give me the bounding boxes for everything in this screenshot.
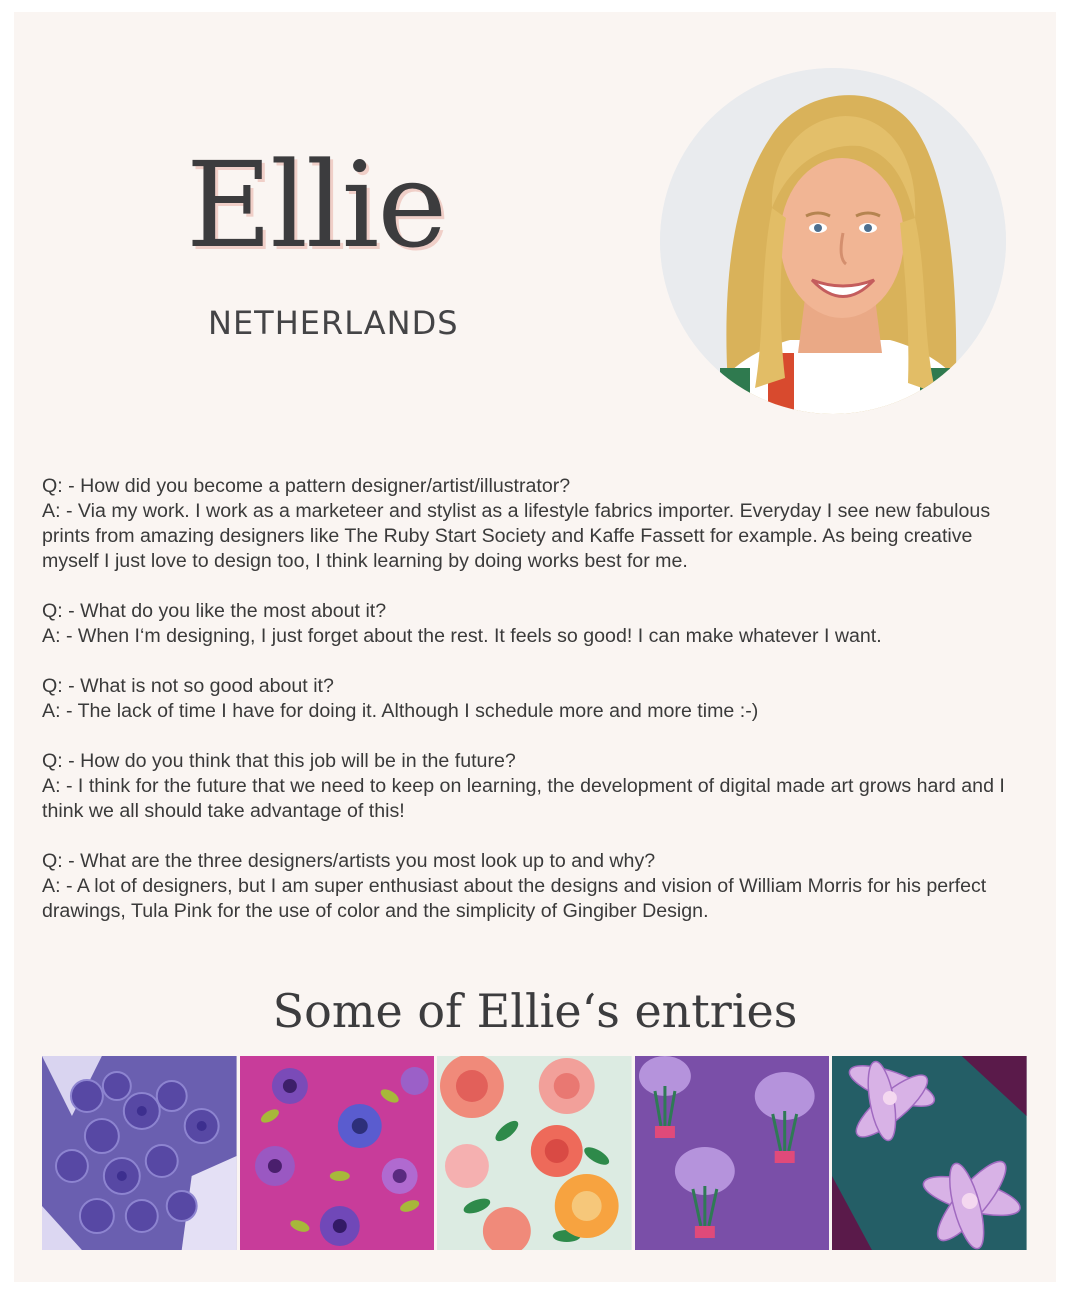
lily-pattern-tile xyxy=(832,1056,1027,1250)
interview-qa xyxy=(42,474,1032,949)
question-text: Q: - How did you become a pattern designer/artist/illustrator? xyxy=(42,475,571,497)
answer-text: A: - I think for the future that we need to keep on learning, the development of digital made art grows hard and I think we all should take advantage of this! xyxy=(42,775,1005,822)
qa-item xyxy=(42,749,1032,824)
question-text: Q: - How do you think that this job will be in the future? xyxy=(42,750,516,772)
qa-item xyxy=(42,849,1032,924)
question-text: Q: - What is not so good about it? xyxy=(42,675,334,697)
hydrangea-pattern-tile xyxy=(42,1056,237,1250)
pansy-pattern-tile xyxy=(240,1056,435,1250)
portrait-photo xyxy=(660,68,1006,414)
answer-text: A: - The lack of time I have for doing it. Although I schedule more and more time :-) xyxy=(42,700,759,722)
rose-pattern-tile xyxy=(437,1056,632,1250)
profile-name: Ellie xyxy=(186,136,446,274)
answer-text: A: - A lot of designers, but I am super enthusiast about the designs and vision of William Morris for his perfect drawings, Tula Pink for the use of color and the simplicity of Gingiber Design. xyxy=(42,875,987,922)
entries-gallery xyxy=(42,1056,1027,1250)
answer-text: A: - When I‘m designing, I just forget about the rest. It feels so good! I can make whatever I want. xyxy=(42,625,882,647)
profile-country: NETHERLANDS xyxy=(208,304,459,342)
qa-item xyxy=(42,674,1032,724)
question-text: Q: - What do you like the most about it? xyxy=(42,600,387,622)
lavender-pot-pattern-tile xyxy=(635,1056,830,1250)
qa-item xyxy=(42,474,1032,574)
qa-item xyxy=(42,599,1032,649)
answer-text: A: - Via my work. I work as a marketeer and stylist as a lifestyle fabrics importer. Everyday I see new fabulous prints from amazing designers like The Ruby Start Society and Kaffe Fassett for example. As being creative myself I just love to design too, I think learning by doing works best for me. xyxy=(42,500,991,572)
question-text: Q: - What are the three designers/artists you most look up to and why? xyxy=(42,850,656,872)
entries-heading: Some of Ellie‘s entries xyxy=(272,984,798,1038)
